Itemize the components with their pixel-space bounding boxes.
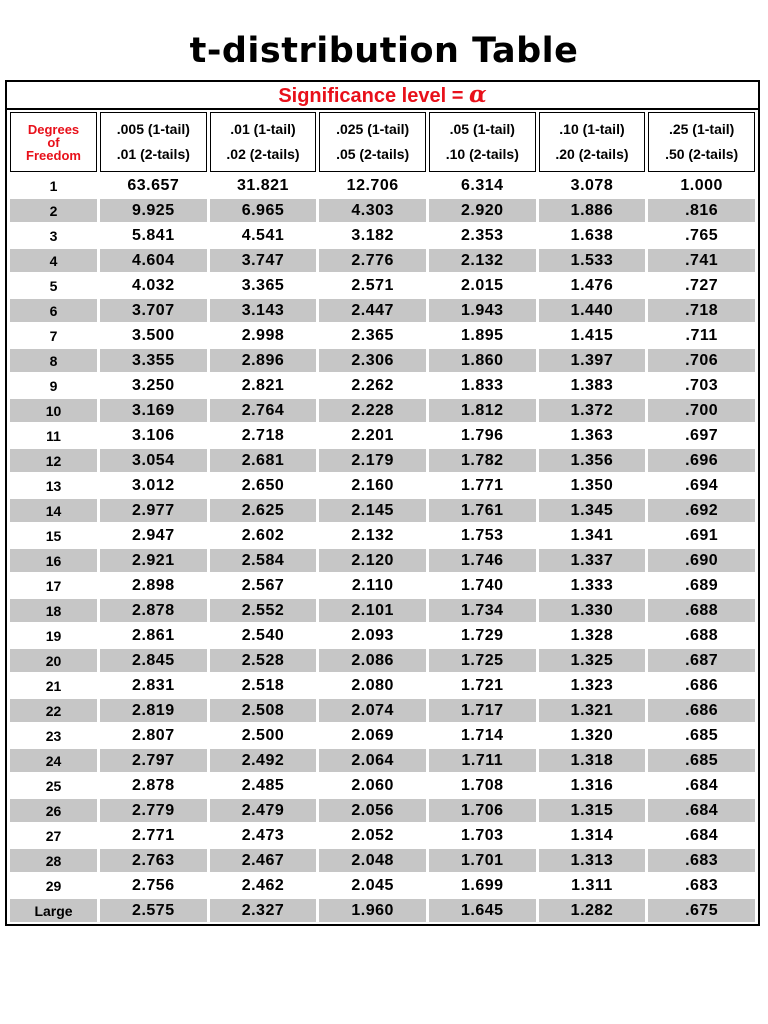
table-row bbox=[10, 274, 755, 297]
critical-value-cell: 1.415 bbox=[570, 326, 614, 344]
degrees-of-freedom-cell: 8 bbox=[10, 349, 97, 372]
critical-value-cell: 2.500 bbox=[241, 726, 285, 744]
table-row bbox=[10, 474, 755, 497]
one-tail-label: .01 (1-tail) bbox=[230, 121, 296, 137]
critical-value-cell: 2.584 bbox=[210, 549, 317, 572]
critical-value-cell: 1.638 bbox=[570, 226, 614, 244]
critical-value-cell: 2.763 bbox=[100, 849, 207, 872]
critical-value-cell: 2.132 bbox=[351, 526, 394, 544]
critical-value-cell: .684 bbox=[685, 776, 719, 794]
critical-value-cell: 2.060 bbox=[351, 776, 394, 794]
critical-value-cell: 1.313 bbox=[539, 849, 646, 872]
two-tail-label: .50 (2-tails) bbox=[665, 146, 739, 162]
critical-value-cell: 2.602 bbox=[241, 526, 285, 544]
degrees-of-freedom-cell: 1 bbox=[49, 177, 58, 194]
critical-value-cell: 2.571 bbox=[351, 276, 394, 294]
critical-value-cell: 1.701 bbox=[429, 849, 536, 872]
critical-value-cell: 1.734 bbox=[429, 599, 536, 622]
critical-value-cell: 2.998 bbox=[241, 326, 285, 344]
df-header bbox=[10, 112, 97, 172]
critical-value-cell: 1.753 bbox=[461, 526, 504, 544]
critical-value-cell: 2.048 bbox=[319, 849, 426, 872]
critical-value-cell: 1.943 bbox=[429, 299, 536, 322]
critical-value-cell: .816 bbox=[648, 199, 755, 222]
critical-value-cell: 2.160 bbox=[351, 476, 394, 494]
critical-value-cell: 2.462 bbox=[241, 876, 285, 894]
degrees-of-freedom-cell: 17 bbox=[45, 577, 62, 594]
critical-value-cell: .706 bbox=[648, 349, 755, 372]
critical-value-cell: 3.365 bbox=[241, 276, 285, 294]
critical-value-cell: 6.314 bbox=[461, 176, 504, 194]
degrees-of-freedom-cell: 13 bbox=[45, 477, 62, 494]
critical-value-cell: .675 bbox=[648, 899, 755, 922]
critical-value-cell: 1.721 bbox=[461, 676, 504, 694]
critical-value-cell: 2.086 bbox=[319, 649, 426, 672]
critical-value-cell: .685 bbox=[685, 726, 719, 744]
critical-value-cell: 1.895 bbox=[461, 326, 504, 344]
degrees-of-freedom-cell: 16 bbox=[10, 549, 97, 572]
critical-value-cell: 2.447 bbox=[319, 299, 426, 322]
critical-value-cell: 1.314 bbox=[570, 826, 614, 844]
significance-label: Significance level = bbox=[278, 85, 469, 107]
critical-value-cell: 2.861 bbox=[132, 626, 175, 644]
degrees-of-freedom-cell: 5 bbox=[49, 277, 58, 294]
critical-value-cell: 63.657 bbox=[127, 176, 180, 194]
degrees-of-freedom-cell: 6 bbox=[10, 299, 97, 322]
degrees-of-freedom-cell: 4 bbox=[10, 249, 97, 272]
table-row bbox=[10, 549, 755, 572]
critical-value-cell: .684 bbox=[685, 826, 719, 844]
degrees-of-freedom-cell: 11 bbox=[46, 427, 61, 444]
degrees-of-freedom-cell: 15 bbox=[45, 527, 62, 544]
critical-value-cell: 3.054 bbox=[100, 449, 207, 472]
critical-value-cell: 2.764 bbox=[210, 399, 317, 422]
critical-value-cell: 3.707 bbox=[100, 299, 207, 322]
critical-value-cell: 3.078 bbox=[570, 176, 614, 194]
critical-value-cell: 1.796 bbox=[461, 426, 504, 444]
critical-value-cell: 2.110 bbox=[351, 576, 394, 594]
critical-value-cell: 2.015 bbox=[461, 276, 504, 294]
critical-value-cell: .686 bbox=[685, 676, 719, 694]
critical-value-cell: 1.383 bbox=[570, 376, 614, 394]
critical-value-cell: 3.355 bbox=[100, 349, 207, 372]
table-row bbox=[10, 799, 755, 822]
critical-value-cell: 3.182 bbox=[351, 226, 394, 244]
critical-value-cell: 2.625 bbox=[210, 499, 317, 522]
critical-value-cell: .696 bbox=[648, 449, 755, 472]
critical-value-cell: .711 bbox=[685, 326, 718, 344]
table-row bbox=[10, 849, 755, 872]
table-row bbox=[10, 349, 755, 372]
critical-value-cell: 6.965 bbox=[210, 199, 317, 222]
critical-value-cell: 2.045 bbox=[351, 876, 394, 894]
table-row bbox=[10, 324, 755, 347]
critical-value-cell: 3.169 bbox=[100, 399, 207, 422]
critical-value-cell: 2.064 bbox=[319, 749, 426, 772]
degrees-of-freedom-cell: 19 bbox=[45, 627, 62, 644]
table-row bbox=[10, 399, 755, 422]
df-header-line: of bbox=[47, 134, 60, 150]
critical-value-cell: 2.069 bbox=[351, 726, 394, 744]
degrees-of-freedom-cell: 21 bbox=[45, 677, 62, 694]
table-body bbox=[10, 174, 755, 922]
critical-value-cell: .718 bbox=[648, 299, 755, 322]
table-row bbox=[10, 199, 755, 222]
degrees-of-freedom-cell: 24 bbox=[10, 749, 97, 772]
critical-value-cell: .700 bbox=[648, 399, 755, 422]
column-header-05 bbox=[429, 112, 536, 172]
critical-value-cell: 3.143 bbox=[210, 299, 317, 322]
critical-value-cell: 1.708 bbox=[461, 776, 504, 794]
critical-value-cell: .697 bbox=[685, 426, 719, 444]
critical-value-cell: 2.807 bbox=[132, 726, 175, 744]
table-row bbox=[10, 374, 755, 397]
degrees-of-freedom-cell: 26 bbox=[10, 799, 97, 822]
one-tail-label: .10 (1-tail) bbox=[559, 121, 625, 137]
critical-value-cell: .687 bbox=[648, 649, 755, 672]
table-row bbox=[10, 524, 755, 547]
critical-value-cell: 1.315 bbox=[539, 799, 646, 822]
table-row bbox=[10, 749, 755, 772]
table-row bbox=[10, 299, 755, 322]
critical-value-cell: .703 bbox=[685, 376, 719, 394]
critical-value-cell: 1.711 bbox=[429, 749, 536, 772]
critical-value-cell: 2.052 bbox=[351, 826, 394, 844]
critical-value-cell: 1.000 bbox=[680, 176, 723, 194]
critical-value-cell: .683 bbox=[685, 876, 719, 894]
page-title: t-distribution Table bbox=[189, 31, 579, 71]
degrees-of-freedom-cell: 12 bbox=[10, 449, 97, 472]
critical-value-cell: 2.776 bbox=[319, 249, 426, 272]
critical-value-cell: 3.106 bbox=[132, 426, 175, 444]
critical-value-cell: 2.145 bbox=[319, 499, 426, 522]
critical-value-cell: 2.947 bbox=[132, 526, 175, 544]
critical-value-cell: 31.821 bbox=[237, 176, 289, 194]
critical-value-cell: .765 bbox=[685, 226, 719, 244]
degrees-of-freedom-cell: 23 bbox=[45, 727, 62, 744]
critical-value-cell: 2.920 bbox=[429, 199, 536, 222]
critical-value-cell: 2.797 bbox=[100, 749, 207, 772]
critical-value-cell: 1.323 bbox=[570, 676, 614, 694]
table-row bbox=[10, 174, 755, 197]
critical-value-cell: 1.440 bbox=[539, 299, 646, 322]
critical-value-cell: 2.508 bbox=[210, 699, 317, 722]
critical-value-cell: 2.756 bbox=[132, 876, 175, 894]
critical-value-cell: 1.717 bbox=[429, 699, 536, 722]
table-row bbox=[10, 499, 755, 522]
critical-value-cell: 2.353 bbox=[461, 226, 504, 244]
critical-value-cell: 2.262 bbox=[351, 376, 394, 394]
critical-value-cell: 4.541 bbox=[241, 226, 285, 244]
critical-value-cell: 2.575 bbox=[100, 899, 207, 922]
critical-value-cell: 4.303 bbox=[319, 199, 426, 222]
critical-value-cell: 2.080 bbox=[351, 676, 394, 694]
critical-value-cell: 2.228 bbox=[319, 399, 426, 422]
critical-value-cell: 3.500 bbox=[132, 326, 175, 344]
critical-value-cell: .690 bbox=[648, 549, 755, 572]
critical-value-cell: 2.898 bbox=[132, 576, 175, 594]
critical-value-cell: 4.604 bbox=[100, 249, 207, 272]
table-row bbox=[10, 624, 755, 647]
critical-value-cell: 1.363 bbox=[570, 426, 614, 444]
critical-value-cell: .683 bbox=[648, 849, 755, 872]
degrees-of-freedom-cell: 2 bbox=[10, 199, 97, 222]
table-row bbox=[10, 899, 755, 922]
critical-value-cell: 2.327 bbox=[210, 899, 317, 922]
critical-value-cell: 1.320 bbox=[570, 726, 614, 744]
critical-value-cell: 1.714 bbox=[461, 726, 504, 744]
critical-value-cell: 2.518 bbox=[241, 676, 285, 694]
critical-value-cell: 2.779 bbox=[100, 799, 207, 822]
critical-value-cell: 2.074 bbox=[319, 699, 426, 722]
header-row bbox=[10, 112, 755, 172]
two-tail-label: .02 (2-tails) bbox=[226, 146, 300, 162]
table-row bbox=[10, 874, 755, 897]
alpha-symbol: α bbox=[468, 81, 487, 108]
critical-value-cell: 2.179 bbox=[319, 449, 426, 472]
two-tail-label: .01 (2-tails) bbox=[116, 146, 190, 162]
critical-value-cell: 2.485 bbox=[241, 776, 285, 794]
critical-value-cell: 3.012 bbox=[132, 476, 175, 494]
critical-value-cell: 1.782 bbox=[429, 449, 536, 472]
critical-value-cell: 2.977 bbox=[100, 499, 207, 522]
critical-value-cell: .686 bbox=[648, 699, 755, 722]
critical-value-cell: 2.821 bbox=[241, 376, 285, 394]
degrees-of-freedom-cell: 9 bbox=[49, 377, 58, 394]
t-distribution-table bbox=[7, 110, 758, 924]
critical-value-cell: .689 bbox=[685, 576, 719, 594]
table-row bbox=[10, 649, 755, 672]
degrees-of-freedom-cell: 25 bbox=[45, 777, 62, 794]
degrees-of-freedom-cell: 29 bbox=[45, 877, 62, 894]
critical-value-cell: .727 bbox=[685, 276, 719, 294]
critical-value-cell: 1.333 bbox=[570, 576, 614, 594]
degrees-of-freedom-cell: 27 bbox=[45, 827, 62, 844]
table-row bbox=[10, 574, 755, 597]
critical-value-cell: 1.860 bbox=[429, 349, 536, 372]
critical-value-cell: 1.886 bbox=[539, 199, 646, 222]
critical-value-cell: 1.282 bbox=[539, 899, 646, 922]
critical-value-cell: 1.761 bbox=[429, 499, 536, 522]
significance-banner bbox=[7, 82, 758, 110]
critical-value-cell: 1.729 bbox=[461, 626, 504, 644]
degrees-of-freedom-cell: 20 bbox=[10, 649, 97, 672]
critical-value-cell: 2.567 bbox=[241, 576, 285, 594]
critical-value-cell: 3.747 bbox=[210, 249, 317, 272]
critical-value-cell: 2.845 bbox=[100, 649, 207, 672]
critical-value-cell: 1.345 bbox=[539, 499, 646, 522]
critical-value-cell: 1.350 bbox=[570, 476, 614, 494]
critical-value-cell: 1.328 bbox=[570, 626, 614, 644]
critical-value-cell: 1.356 bbox=[539, 449, 646, 472]
critical-value-cell: 3.250 bbox=[132, 376, 175, 394]
critical-value-cell: 4.032 bbox=[132, 276, 175, 294]
critical-value-cell: .685 bbox=[648, 749, 755, 772]
two-tail-label: .10 (2-tails) bbox=[445, 146, 519, 162]
critical-value-cell: 1.321 bbox=[539, 699, 646, 722]
critical-value-cell: 1.341 bbox=[570, 526, 614, 544]
one-tail-label: .25 (1-tail) bbox=[668, 121, 735, 137]
critical-value-cell: 1.337 bbox=[539, 549, 646, 572]
critical-value-cell: 2.365 bbox=[351, 326, 394, 344]
critical-value-cell: 2.896 bbox=[210, 349, 317, 372]
table-row bbox=[10, 449, 755, 472]
critical-value-cell: 5.841 bbox=[132, 226, 175, 244]
critical-value-cell: 1.316 bbox=[570, 776, 614, 794]
table-row bbox=[10, 249, 755, 272]
degrees-of-freedom-cell: 7 bbox=[49, 327, 58, 344]
critical-value-cell: 2.093 bbox=[351, 626, 394, 644]
degrees-of-freedom-cell: Large bbox=[10, 899, 97, 922]
table-row bbox=[10, 424, 755, 447]
critical-value-cell: 2.650 bbox=[241, 476, 285, 494]
one-tail-label: .005 (1-tail) bbox=[116, 121, 190, 137]
one-tail-label: .025 (1-tail) bbox=[336, 121, 410, 137]
df-header-line: Degrees bbox=[27, 121, 80, 137]
critical-value-cell: 1.771 bbox=[461, 476, 504, 494]
critical-value-cell: .691 bbox=[685, 526, 719, 544]
degrees-of-freedom-cell: 10 bbox=[10, 399, 97, 422]
critical-value-cell: 2.921 bbox=[100, 549, 207, 572]
critical-value-cell: 2.771 bbox=[132, 826, 175, 844]
critical-value-cell: .741 bbox=[648, 249, 755, 272]
critical-value-cell: 2.120 bbox=[319, 549, 426, 572]
column-header-025 bbox=[319, 112, 426, 172]
degrees-of-freedom-cell: 3 bbox=[49, 227, 58, 244]
critical-value-cell: 2.819 bbox=[100, 699, 207, 722]
table-row bbox=[10, 774, 755, 797]
critical-value-cell: 1.706 bbox=[429, 799, 536, 822]
critical-value-cell: 2.878 bbox=[132, 776, 175, 794]
critical-value-cell: 2.132 bbox=[429, 249, 536, 272]
critical-value-cell: 1.325 bbox=[539, 649, 646, 672]
critical-value-cell: 2.473 bbox=[241, 826, 285, 844]
table-row bbox=[10, 699, 755, 722]
df-header-line: Freedom bbox=[26, 147, 81, 163]
degrees-of-freedom-cell: 14 bbox=[10, 499, 97, 522]
table-row bbox=[10, 824, 755, 847]
critical-value-cell: .688 bbox=[648, 599, 755, 622]
critical-value-cell: 1.397 bbox=[539, 349, 646, 372]
critical-value-cell: 2.479 bbox=[210, 799, 317, 822]
critical-value-cell: .688 bbox=[685, 626, 719, 644]
critical-value-cell: .684 bbox=[648, 799, 755, 822]
critical-value-cell: 2.718 bbox=[241, 426, 285, 444]
critical-value-cell: 2.878 bbox=[100, 599, 207, 622]
degrees-of-freedom-cell: 28 bbox=[10, 849, 97, 872]
critical-value-cell: 1.372 bbox=[539, 399, 646, 422]
critical-value-cell: 1.476 bbox=[570, 276, 614, 294]
critical-value-cell: 2.467 bbox=[210, 849, 317, 872]
critical-value-cell: 2.492 bbox=[210, 749, 317, 772]
critical-value-cell: 1.533 bbox=[539, 249, 646, 272]
critical-value-cell: 1.812 bbox=[429, 399, 536, 422]
table-row bbox=[10, 724, 755, 747]
critical-value-cell: 2.552 bbox=[210, 599, 317, 622]
column-header-01 bbox=[210, 112, 317, 172]
critical-value-cell: 2.528 bbox=[210, 649, 317, 672]
column-header-10 bbox=[539, 112, 646, 172]
critical-value-cell: 9.925 bbox=[100, 199, 207, 222]
critical-value-cell: 1.960 bbox=[319, 899, 426, 922]
one-tail-label: .05 (1-tail) bbox=[449, 121, 515, 137]
critical-value-cell: .694 bbox=[685, 476, 719, 494]
column-header-25 bbox=[648, 112, 755, 172]
critical-value-cell: 2.201 bbox=[351, 426, 394, 444]
critical-value-cell: 1.645 bbox=[429, 899, 536, 922]
table-row bbox=[10, 674, 755, 697]
critical-value-cell: 1.699 bbox=[461, 876, 504, 894]
column-header-005 bbox=[100, 112, 207, 172]
critical-value-cell: 1.725 bbox=[429, 649, 536, 672]
table-row bbox=[10, 599, 755, 622]
critical-value-cell: 2.681 bbox=[210, 449, 317, 472]
critical-value-cell: 2.540 bbox=[241, 626, 285, 644]
critical-value-cell: 1.318 bbox=[539, 749, 646, 772]
critical-value-cell: .692 bbox=[648, 499, 755, 522]
critical-value-cell: 12.706 bbox=[346, 176, 399, 194]
critical-value-cell: 2.306 bbox=[319, 349, 426, 372]
critical-value-cell: 1.311 bbox=[571, 876, 613, 894]
degrees-of-freedom-cell: 22 bbox=[10, 699, 97, 722]
two-tail-label: .05 (2-tails) bbox=[336, 146, 410, 162]
critical-value-cell: 2.831 bbox=[132, 676, 175, 694]
critical-value-cell: 2.101 bbox=[319, 599, 426, 622]
critical-value-cell: 1.746 bbox=[429, 549, 536, 572]
two-tail-label: .20 (2-tails) bbox=[555, 146, 629, 162]
critical-value-cell: 1.703 bbox=[461, 826, 504, 844]
critical-value-cell: 1.330 bbox=[539, 599, 646, 622]
critical-value-cell: 1.833 bbox=[461, 376, 504, 394]
t-table-frame bbox=[5, 80, 760, 926]
critical-value-cell: 1.740 bbox=[461, 576, 504, 594]
critical-value-cell: 2.056 bbox=[319, 799, 426, 822]
degrees-of-freedom-cell: 18 bbox=[10, 599, 97, 622]
table-row bbox=[10, 224, 755, 247]
